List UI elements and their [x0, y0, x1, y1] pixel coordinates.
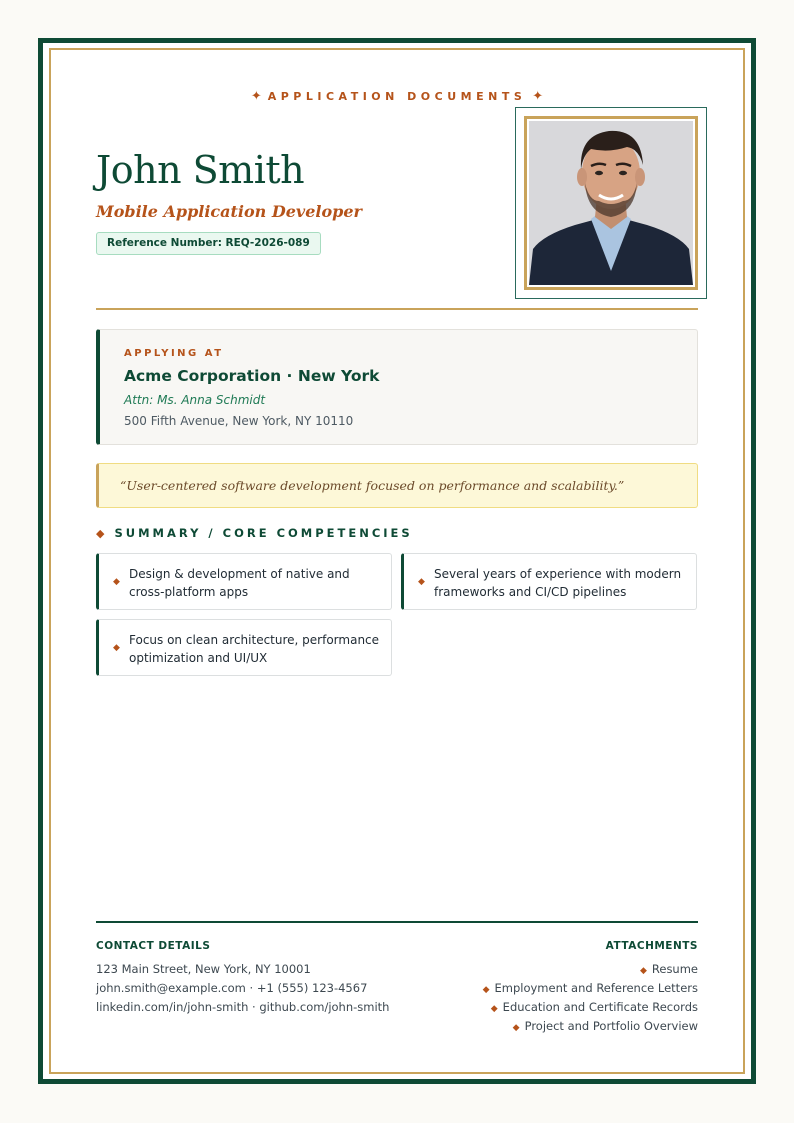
photo-mat	[524, 116, 698, 290]
contact-email-phone: john.smith@example.com · +1 (555) 123-4567	[96, 981, 368, 995]
competencies-title: SUMMARY / CORE COMPETENCIES	[114, 526, 413, 540]
attention-line: Attn: Ms. Anna Schmidt	[124, 393, 266, 407]
attachment-label: Resume	[651, 962, 698, 976]
sparkle-icon: ✦	[532, 89, 544, 104]
contact-links: linkedin.com/in/john-smith · github.com/john-smith	[96, 1000, 390, 1014]
portrait-illustration	[529, 121, 693, 285]
applying-at-label: APPLYING AT	[124, 348, 224, 359]
applicant-role: Mobile Application Developer	[96, 202, 362, 221]
attachment-item	[483, 981, 698, 995]
header-divider	[96, 308, 698, 310]
applicant-photo	[529, 121, 693, 285]
competency-text: Focus on clean architecture, performance optimization and UI/UX	[129, 633, 380, 665]
contact-address: 123 Main Street, New York, NY 10001	[96, 962, 311, 976]
footer-divider	[96, 921, 698, 923]
diamond-icon: ◆	[490, 1004, 498, 1014]
diamond-icon: ◆	[96, 527, 105, 540]
diamond-icon: ◆	[113, 576, 120, 587]
applying-at-card	[96, 329, 698, 445]
competency-card	[96, 553, 392, 610]
document-kicker	[0, 89, 794, 104]
attachment-label: Education and Certificate Records	[502, 1000, 698, 1014]
contact-heading: CONTACT DETAILS	[96, 940, 211, 952]
diamond-icon: ◆	[418, 576, 425, 587]
attachment-label: Project and Portfolio Overview	[524, 1019, 698, 1033]
attachment-item	[491, 1000, 698, 1014]
attachments-heading: ATTACHMENTS	[605, 940, 698, 952]
diamond-icon: ◆	[482, 985, 490, 995]
kicker-text: APPLICATION DOCUMENTS	[267, 90, 527, 103]
competency-text: Design & development of native and cross-platform apps	[129, 567, 350, 599]
reference-badge: Reference Number: REQ-2026-089	[96, 232, 321, 255]
photo-frame	[515, 107, 707, 299]
company-name: Acme Corporation · New York	[124, 367, 380, 385]
company-address: 500 Fifth Avenue, New York, NY 10110	[124, 414, 354, 428]
competency-card	[96, 619, 392, 676]
diamond-icon: ◆	[512, 1023, 520, 1033]
applicant-name: John Smith	[96, 148, 305, 192]
attachment-item	[640, 962, 698, 976]
attachment-label: Employment and Reference Letters	[494, 981, 698, 995]
diamond-icon: ◆	[639, 966, 647, 976]
competency-card	[401, 553, 697, 610]
diamond-icon: ◆	[113, 642, 120, 653]
competencies-heading	[96, 526, 413, 540]
personal-quote: “User-centered software development focused on performance and scalability.”	[96, 463, 698, 508]
sparkle-icon: ✦	[250, 89, 262, 104]
competency-text: Several years of experience with modern frameworks and CI/CD pipelines	[434, 567, 682, 599]
attachment-item	[513, 1019, 698, 1033]
